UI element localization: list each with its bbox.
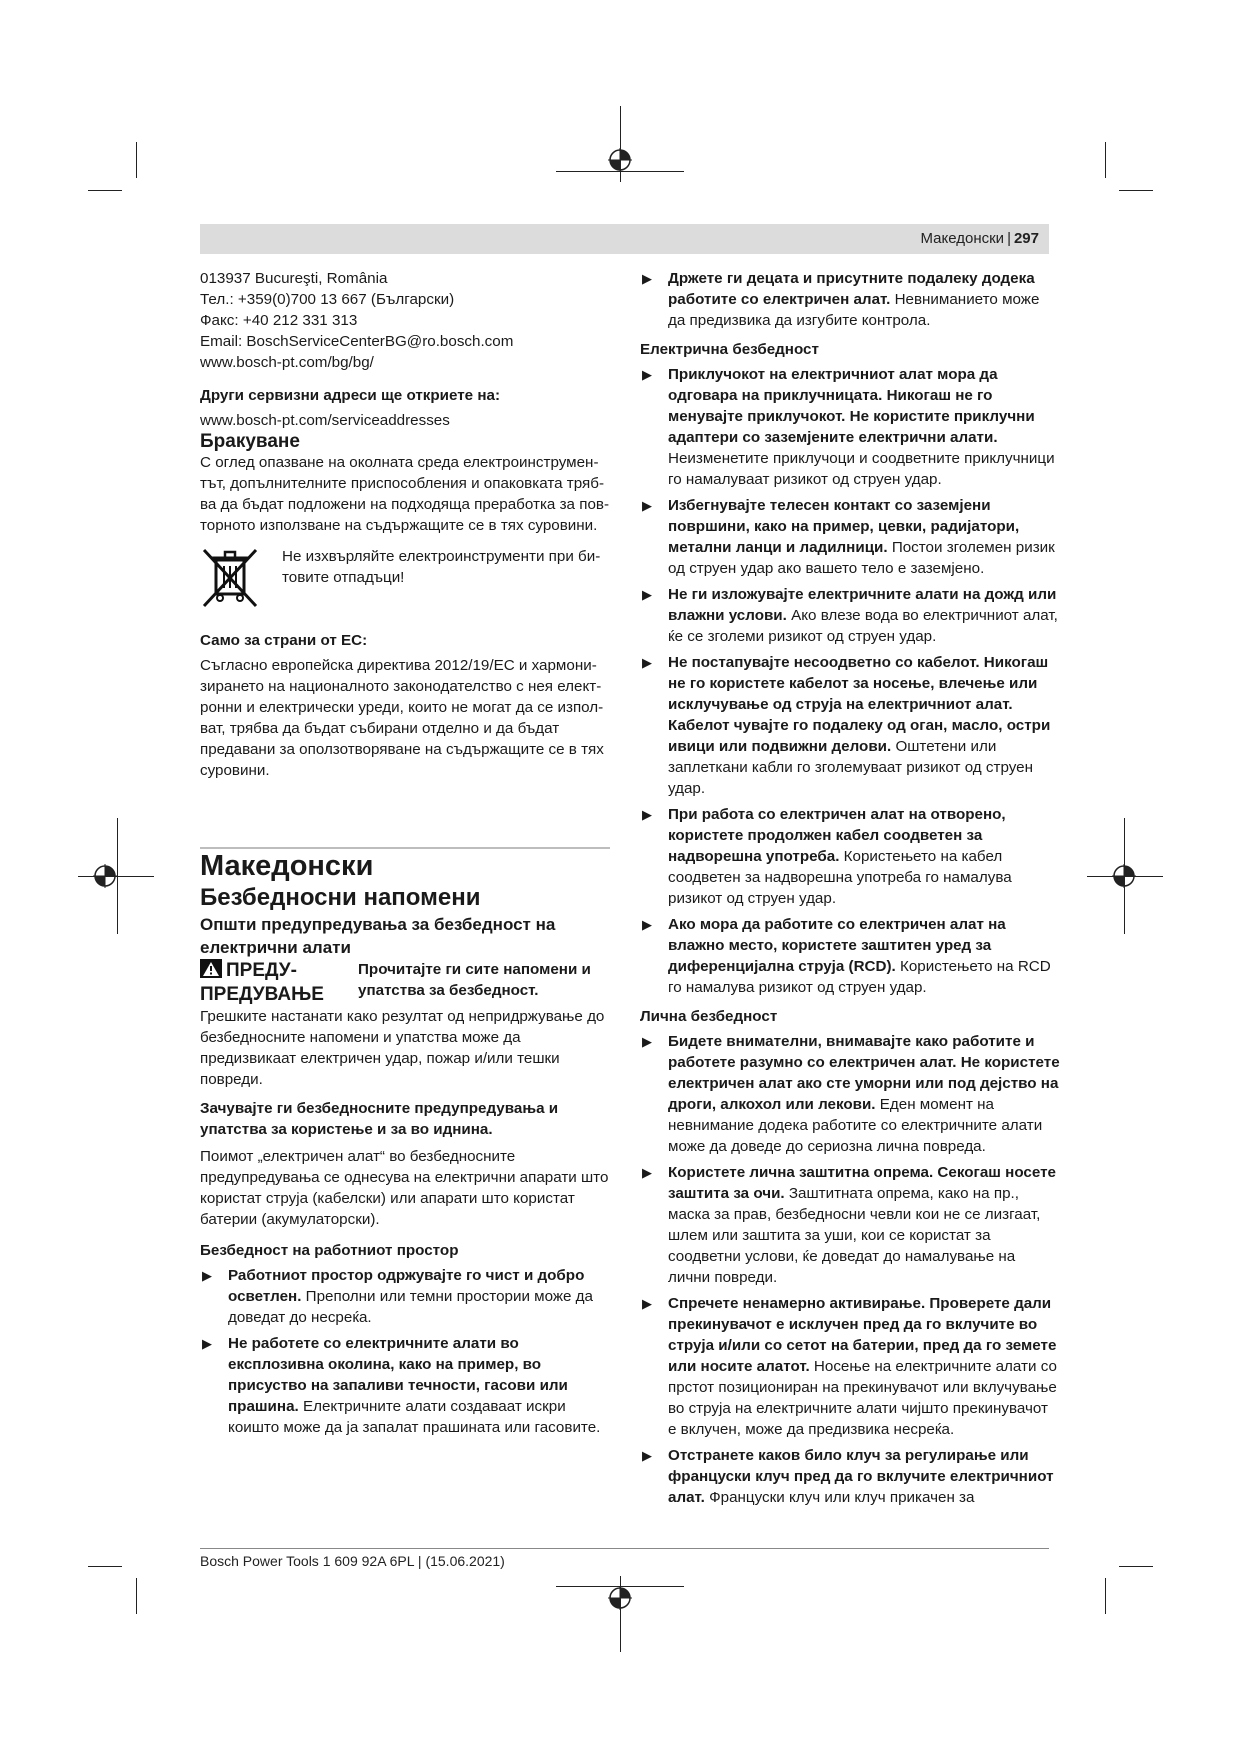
disposal-text: С оглед опазване на околната среда електроинструментът, допълнителните приспособления и опаковката трябва да бъдат подложени на подходяща преработка за повторното използване на съдържащите се в тях суровини. <box>200 454 610 534</box>
crop-mark <box>88 1566 122 1567</box>
list-item-bold: Ако мора да работите со електричен алат на влажно место, користете заштитен уред за диференцијална струја (RCD). <box>668 916 1006 975</box>
work-area-label: Безбедност на работниот простор <box>200 1242 459 1259</box>
registration-mark-icon <box>608 1586 632 1610</box>
list-item <box>640 652 1060 799</box>
header-separator: | <box>1007 230 1011 247</box>
list-item-bold: Избегнувајте телесен контакт со заземјени површини, како на пример, цевки, радијатори, метални ланци и ладилници. <box>668 497 1020 556</box>
keep-instructions: Зачувајте ги безбедносните предупредувања и упатства за користење и за во иднина. <box>200 1100 559 1138</box>
list-item-text <box>668 914 1060 998</box>
personal-safety-label: Лична безбедност <box>640 1008 778 1025</box>
triangle-right-icon: ▶ <box>642 587 652 602</box>
page-header <box>200 224 1049 254</box>
list-item-rest: Еден момент на невнимание додека работите со електричните алати може да доведе до сериозна лична повреда. <box>668 1096 1043 1155</box>
term-text: Поимот „електричен алат“ во безбедносните предупредувања се однесува на електрични апарати што користат струја (кабелски) или апарати што користат батерии (акумулаторски). <box>200 1148 609 1228</box>
registration-mark-icon <box>608 148 632 172</box>
list-item-rest: Електричните алати создаваат искри коишто може да ја запалат прашината или гасовите. <box>228 1398 601 1436</box>
list-item-rest: Оштетени или заплеткани кабли го зголемуваат ризикот од струен удар. <box>668 738 1033 797</box>
list-item <box>640 804 1060 909</box>
list-item-rest: Ако влезе вода во електричниот алат, ќе се зголеми ризикот од струен удар. <box>668 607 1058 645</box>
triangle-right-icon: ▶ <box>642 1034 652 1049</box>
list-item <box>640 1293 1060 1440</box>
list-item-rest: Преполни или темни простории може да доведат до несреќа. <box>228 1288 593 1326</box>
list-item-text <box>668 584 1060 647</box>
address-line: Тел.: +359(0)700 13 667 (Български) <box>200 291 455 308</box>
warning-lead-rest: Грешките настанати како резултат од непридржување до безбедносните напомени и упатства може да предизвикаат електричен удар, пожар и/или тешки повреди. <box>200 1008 605 1088</box>
list-item <box>640 1445 1060 1508</box>
page-footer: Bosch Power Tools 1 609 92A 6PL | (15.06.2021) <box>200 1553 505 1569</box>
language-heading: Македонски <box>200 850 374 882</box>
crop-mark <box>1119 190 1153 191</box>
list-item <box>640 914 1060 998</box>
list-item-bold: Не постапувајте несоодветно со кабелот. Никогаш не го користете кабелот за носење, влечење или исклучување од струја на електричниот алат. Кабелот чувајте го подалеку од оган, масло, остри ивици или подвижни делови. <box>668 654 1051 755</box>
right-column <box>640 268 1060 1513</box>
left-column <box>200 268 610 1443</box>
triangle-right-icon: ▶ <box>642 917 652 932</box>
list-item-text <box>668 652 1060 799</box>
list-item-rest: Невниманието може да предизвика да изгубите контрола. <box>668 291 1040 329</box>
electrical-safety-label: Електрична безбедност <box>640 341 819 358</box>
header-language: Македонски <box>920 230 1005 247</box>
list-item-text <box>668 268 1060 331</box>
crop-mark <box>136 1578 137 1614</box>
crop-mark <box>1105 1578 1106 1614</box>
list-item-bold: Не ги изложувајте електричните алати на дожд или влажни услови. <box>668 586 1057 624</box>
list-item-text <box>668 364 1060 490</box>
address-line: Факс: +40 212 331 313 <box>200 312 358 329</box>
list-item-bold: Не работете со електричните алати во експлозивна околина, како на пример, во присуство на запаливи течности, гасови или прашина. <box>228 1335 568 1415</box>
triangle-right-icon: ▶ <box>202 1268 212 1283</box>
weee-notice <box>200 546 610 610</box>
triangle-right-icon: ▶ <box>642 1448 652 1463</box>
other-addresses-url: www.bosch-pt.com/serviceaddresses <box>200 412 450 429</box>
list-item-bold: Спречете ненамерно активирање. Проверете дали прекинувачот е исклучен пред да го вклучите во струја и/или со сетот на батерии, пред да го земете или носите алатот. <box>668 1295 1057 1375</box>
list-item-text <box>668 1293 1060 1440</box>
registration-mark-icon <box>1112 864 1136 888</box>
list-item <box>640 364 1060 490</box>
list-item <box>640 495 1060 579</box>
page-number: 297 <box>1013 230 1039 247</box>
triangle-right-icon: ▶ <box>642 807 652 822</box>
list-item-rest: Заштитната опрема, како на пр., маска за прав, безбедносни чевли кои не се лизгаат, шлем или заштита за уши, кои се користат за соодветни услови, ќе доведат до намалување на лични повреди. <box>668 1185 1041 1286</box>
header-text <box>920 230 1039 247</box>
list-item-text <box>668 1162 1060 1288</box>
list-item-bold: Бидете внимателни, внимавајте како работите и работете разумно со електричен алат. Не користете електричен алат ако сте уморни или под дејство на дроги, алкохол или лекови. <box>668 1033 1060 1113</box>
general-warnings-heading: Општи предупредувања за безбедност на електрични алати <box>200 915 556 957</box>
triangle-right-icon: ▶ <box>642 498 652 513</box>
warning-label-text: ПРЕДУПРЕДУВАЊЕ <box>200 960 324 1005</box>
list-item-text <box>668 1031 1060 1157</box>
triangle-right-icon: ▶ <box>642 655 652 670</box>
warning-block <box>200 959 610 1007</box>
list-item <box>640 584 1060 647</box>
warning-label <box>200 959 358 1007</box>
triangle-right-icon: ▶ <box>642 1296 652 1311</box>
list-item-bold: Користете лична заштитна опрема. Секогаш носете заштита за очи. <box>668 1164 1057 1202</box>
crop-mark <box>1105 142 1106 178</box>
list-item-bold: Држете ги децата и присутните подалеку додека работите со електричен алат. <box>668 270 1035 308</box>
eu-text: Съгласно европейска директива 2012/19/ЕС и хармонизирането на националното законодателство с нея електронни и електрически уреди, които не могат да се изполват, трябва да бъдат събирани отделно и да бъдат предавани за оползотворяване на съдържащите се в тях суровини. <box>200 657 604 779</box>
list-item-bold: Приклучокот на електричниот алат мора да одговара на приклучницата. Никогаш не го менувајте приклучокот. Не користите приклучни адаптери со заземјените електрични алати. <box>668 366 1035 446</box>
list-item-bold: Работниот простор одржувајте го чист и добро осветлен. <box>228 1267 585 1305</box>
footer-divider <box>200 1548 1049 1549</box>
list-item-text <box>228 1333 610 1438</box>
list-item <box>640 268 1060 331</box>
list-item-rest: Неизменетите приклучоци и соодветните приклучници го намалуваат ризикот од струен удар. <box>668 450 1055 488</box>
crop-mark <box>136 142 137 178</box>
eu-label: Само за страни от ЕС: <box>200 632 368 649</box>
list-item-bold: Отстранете каков било клуч за регулирање или француски клуч пред да го вклучите електричниот алат. <box>668 1447 1054 1506</box>
list-item-text <box>668 804 1060 909</box>
list-item <box>200 1333 610 1438</box>
address-line: www.bosch-pt.com/bg/bg/ <box>200 354 374 371</box>
other-addresses-label: Други сервизни адреси ще откриете на: <box>200 387 501 404</box>
weee-text: Не изхвърляйте електроинструменти при битовите отпадъци! <box>282 548 601 586</box>
crossed-bin-icon <box>200 546 260 610</box>
list-item-rest: Користењето на RCD го намалува ризикот од струен удар. <box>668 958 1051 996</box>
address-line: 013937 Bucureşti, România <box>200 270 388 287</box>
list-item-text <box>228 1265 610 1328</box>
list-item-text <box>668 1445 1060 1508</box>
list-item-rest: Носење на електричните алати со прстот позициониран на прекинувачот или вклучување во струја на електричните алати чијшто прекинувачот е вклучен, може да предизвика несреќа. <box>668 1358 1057 1438</box>
crop-mark <box>88 190 122 191</box>
warning-triangle-icon <box>200 959 222 978</box>
triangle-right-icon: ▶ <box>642 271 652 286</box>
list-item-text <box>668 495 1060 579</box>
warning-lead <box>358 959 610 1007</box>
registration-mark-icon <box>93 864 117 888</box>
list-item <box>640 1031 1060 1157</box>
list-item <box>640 1162 1060 1288</box>
list-item-rest: Користењето на кабел соодветен за надворешна употреба го намалува ризикот од струен удар. <box>668 848 1012 907</box>
crop-mark <box>1119 1566 1153 1567</box>
list-item-rest: Постои зголемен ризик од струен удар ако вашето тело е заземјено. <box>668 539 1055 577</box>
list-item-bold: При работа со електричен алат на отворено, користете продолжен кабел соодветен за надворешна употреба. <box>668 806 1006 865</box>
warning-lead-bold: Прочитајте ги сите напомени и упатства за безбедност. <box>358 961 591 999</box>
triangle-right-icon: ▶ <box>642 1165 652 1180</box>
list-item <box>200 1265 610 1328</box>
safety-heading: Безбедносни напомени <box>200 884 481 911</box>
address-line: Email: BoschServiceCenterBG@ro.bosch.com <box>200 333 514 350</box>
triangle-right-icon: ▶ <box>642 367 652 382</box>
disposal-heading: Бракуване <box>200 431 300 452</box>
triangle-right-icon: ▶ <box>202 1336 212 1351</box>
list-item-rest: Француски клуч или клуч прикачен за <box>704 1489 975 1506</box>
